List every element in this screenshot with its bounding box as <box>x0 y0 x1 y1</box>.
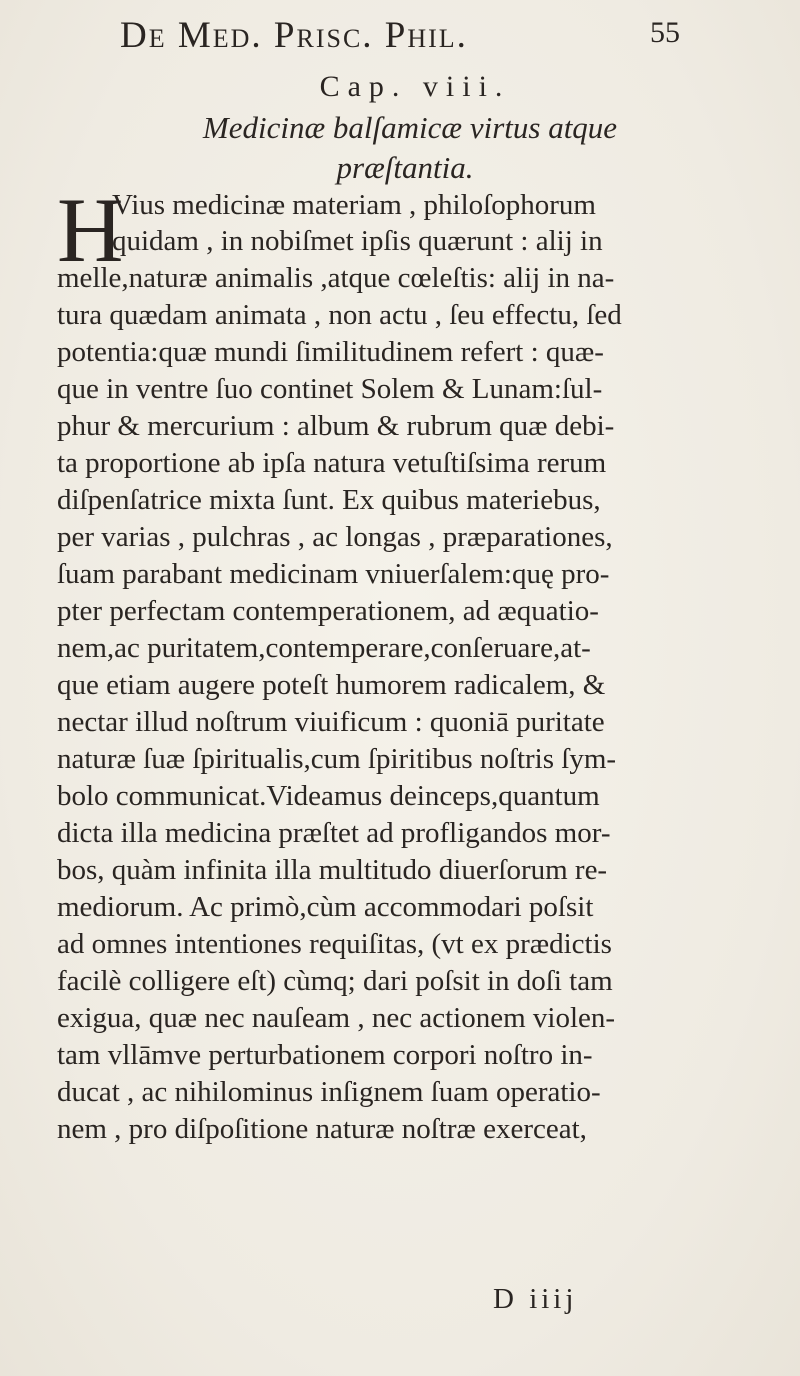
chapter-heading: Cap. viii. <box>319 70 511 103</box>
chapter-subtitle-line-2: præſtantia. <box>336 150 474 185</box>
text-line: mediorum. Ac primò,cùm accommodari poſsit <box>57 891 594 923</box>
text-line: melle,naturæ animalis ,atque cœleſtis: alij in na- <box>57 262 615 294</box>
text-line: dicta illa medicina præſtet ad profligandos mor- <box>57 817 611 849</box>
text-line: tam vllāmve perturbationem corpori noſtro in- <box>57 1039 593 1071</box>
text-line: nem , pro diſpoſitione naturæ noſtræ exerceat, <box>57 1113 587 1145</box>
signature-mark: D iiij <box>493 1283 578 1315</box>
text-line: ſuam parabant medicinam vniuerſalem:quę pro- <box>57 558 610 590</box>
text-line: que etiam augere poteſt humorem radicalem, & <box>57 669 606 701</box>
text-line: tura quædam animata , non actu , ſeu effectu, ſed <box>57 299 622 331</box>
text-line: per varias , pulchras , ac longas , præparationes, <box>57 521 613 553</box>
text-line: facilè colligere eſt) cùmq; dari poſsit in doſi tam <box>57 965 613 997</box>
chapter-subtitle-line-1: Medicinæ balſamicæ virtus atque <box>202 110 618 145</box>
text-line: potentia:quæ mundi ſimilitudinem refert : quæ- <box>57 336 604 368</box>
text-line: naturæ ſuæ ſpiritualis,cum ſpiritibus noſtris ſym- <box>57 743 617 775</box>
text-line: Vius medicinæ materiam , philoſophorum <box>112 189 596 221</box>
text-line: ducat , ac nihilominus inſignem ſuam operatio- <box>57 1076 601 1108</box>
running-head <box>120 14 680 54</box>
text-line: que in ventre ſuo continet Solem & Lunam:ſul- <box>57 373 603 405</box>
text-line: ad omnes intentiones requiſitas, (vt ex prædictis <box>57 928 612 960</box>
text-line: pter perfectam contemperationem, ad æquatio- <box>57 595 599 627</box>
text-line: bolo communicat.Videamus deinceps,quantum <box>57 780 600 812</box>
text-line: bos, quàm infinita illa multitudo diuerſorum re- <box>57 854 608 886</box>
text-line: quidam , in nobiſmet ipſis quærunt : alij in <box>112 225 603 257</box>
running-title: De Med. Prisc. Phil. <box>120 15 468 56</box>
page-number: 55 <box>650 16 680 49</box>
text-line: diſpenſatrice mixta ſunt. Ex quibus materiebus, <box>57 484 601 516</box>
text-line: phur & mercurium : album & rubrum quæ debi- <box>57 410 615 442</box>
drop-cap: H <box>57 179 124 281</box>
text-line: ta proportione ab ipſa natura vetuſtiſsima rerum <box>57 447 607 479</box>
text-line: exigua, quæ nec nauſeam , nec actionem violen- <box>57 1002 616 1034</box>
text-line: nem,ac puritatem,contemperare,conſeruare,at- <box>57 632 591 664</box>
text-line: nectar illud noſtrum viuificum : quoniā puritate <box>57 706 605 738</box>
